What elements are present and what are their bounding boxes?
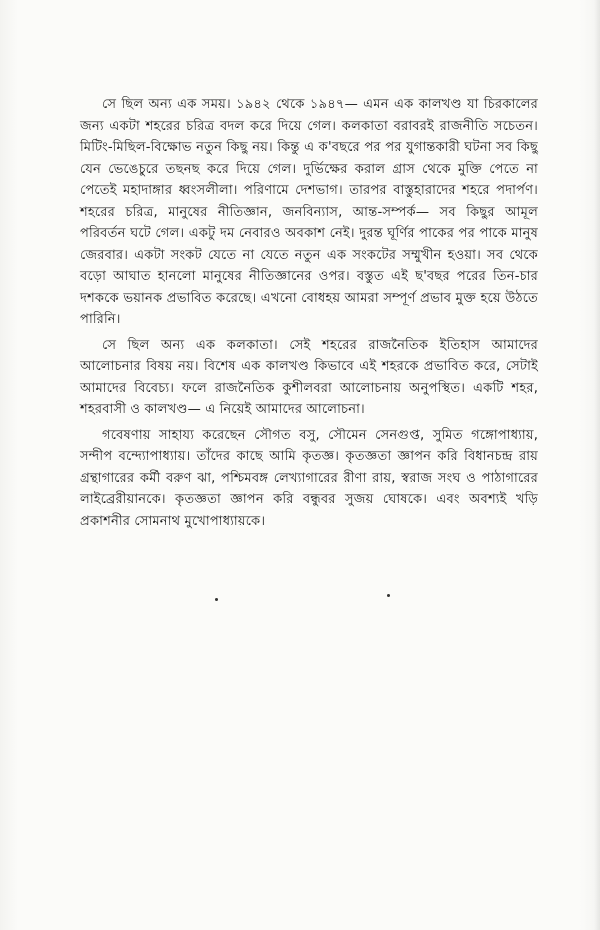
paragraph-city: সে ছিল অন্য এক কলকাতা। সেই শহরের রাজনৈতিক ইতিহাস আমাদের আলোচনার বিষয় নয়। বিশেষ এক কালখণ্ড কিভাবে এই শহরকে প্রভাবিত করে, সেটাই আমাদের বিবেচ্য। ফলে রাজনৈতিক কুশীলবরা আলোচনায় অনুপস্থিত। একটি শহর, শহরবাসী ও কালখণ্ড— এ নিয়েই আমাদের আলোচনা। xyxy=(80,337,538,417)
paragraph-acknowledgements: গবেষণায় সাহায্য করেছেন সৌগত বসু, সৌমেন সেনগুপ্ত, সুমিত গঙ্গোপাধ্যায়, সন্দীপ বন্দ্যোপাধ্যায়। তাঁদের কাছে আমি কৃতজ্ঞ। কৃতজ্ঞতা জ্ঞাপন করি বিধানচন্দ্র রায় গ্রন্থাগারের কর্মী বরুণ ঝা, পশ্চিমবঙ্গ লেখ্যাগারের রীণা রায়, স্বরাজ সংঘ ও পাঠাগারের লাইব্রেরীয়ানকে। কৃতজ্ঞতা জ্ঞাপন করি বন্ধুবর সুজয় ঘোষকে। এবং অবশ্যই খড়ি প্রকাশনীর সোমনাথ মুখোপাধ্যায়কে। xyxy=(80,427,538,529)
ink-speck xyxy=(387,594,390,597)
paragraph-era: সে ছিল অন্য এক সময়। ১৯৪২ থেকে ১৯৪৭— এমন এক কালখণ্ড যা চিরকালের জন্য একটা শহরের চরিত্র বদল করে দিয়ে গেল। কলকাতা বরাবরই রাজনীতি সচেতন। মিটিং-মিছিল-বিক্ষোভ নতুন কিছু নয়। কিন্তু এ ক'বছরে পর পর যুগান্তকারী ঘটনা সব কিছু যেন ভেঙেচুরে তছনছ করে দিয়ে গেল। দুর্ভিক্ষের করাল গ্রাস থেকে মুক্তি পেতে না পেতেই মহাদাঙ্গার ধ্বংসলীলা। পরিণামে দেশভাগ। তারপর বাস্তুহারাদের শহরে পদার্পণ। শহরের চরিত্র, মানুষের নীতিজ্ঞান, জনবিন্যাস, আন্ত-সম্পর্ক— সব কিছুর আমূল পরিবর্তন ঘটে গেল। একটু দম নেবারও অবকাশ নেই। দুরন্ত ঘূর্ণির পাকের পর পাকে মানুষ জেরবার। একটা সংকট যেতে না যেতে নতুন এক সংকটের সম্মুখীন হওয়া। সব থেকে বড়ো আঘাত হানলো মানুষের নীতিজ্ঞানের ওপর। বস্তুত এই ছ'বছর পরের তিন-চার দশককে ভয়ানক প্রভাবিত করেছে। এখনো বোধহয় আমরা সম্পূর্ণ প্রভাব মুক্ত হয়ে উঠতে পারিনি। xyxy=(80,97,538,327)
page-edge-shadow xyxy=(594,0,600,930)
ink-speck xyxy=(215,598,218,601)
preface-text xyxy=(80,94,538,532)
